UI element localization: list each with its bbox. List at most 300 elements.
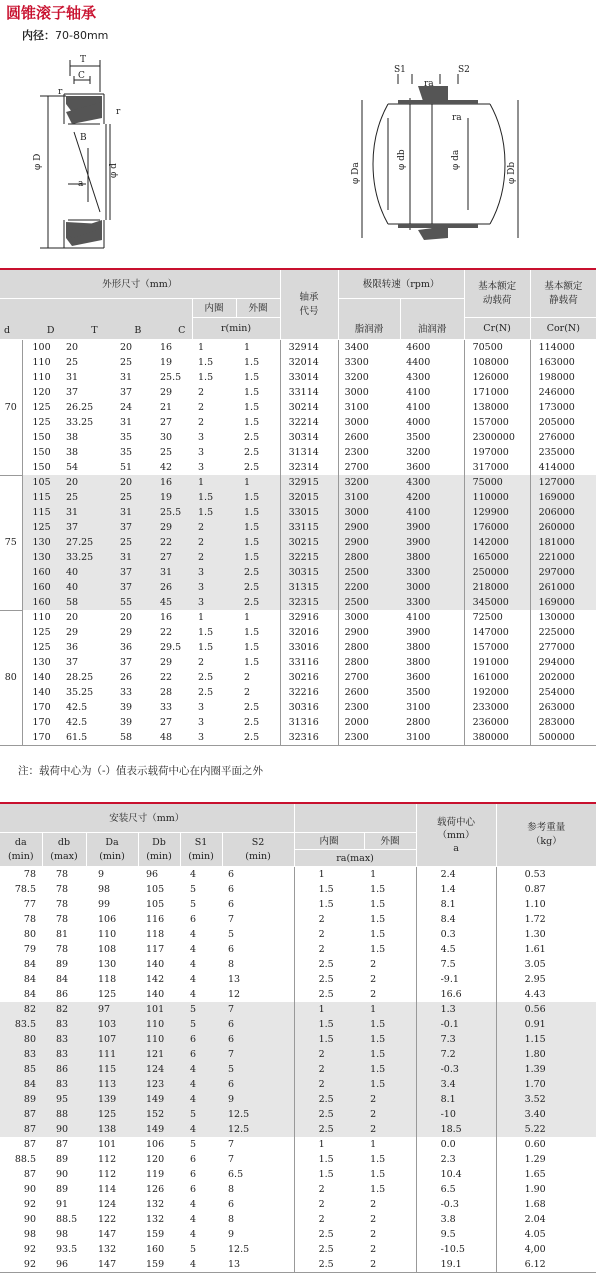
table-cell: 9.5 <box>416 1227 496 1242</box>
table-cell: 2500 <box>338 565 400 580</box>
table-cell: 2 <box>236 685 280 700</box>
table-cell: 2300 <box>338 445 400 460</box>
table-cell: 2 <box>236 670 280 685</box>
table-cell: 276000 <box>530 430 596 445</box>
t1-head-grease-text: 脂润滑 <box>354 323 384 335</box>
label-S1: S1 <box>394 65 406 75</box>
table-cell: 2900 <box>338 625 400 640</box>
table-cell: 2.5 <box>236 445 280 460</box>
table-cell: 2000 <box>338 715 400 730</box>
table-row <box>0 670 596 685</box>
t2-head-w-line1: 参考重量 <box>527 822 566 833</box>
table-row <box>0 505 596 520</box>
table-cell: 30316 <box>280 700 338 715</box>
table-cell: 32015 <box>280 490 338 505</box>
t2-head-install: 安装尺寸（mm） <box>0 803 294 833</box>
table-cell: 78 <box>0 912 42 927</box>
table-cell: 3300 <box>400 595 464 610</box>
table-cell: 1.5 <box>294 882 364 897</box>
table-cell: 25 <box>60 355 112 370</box>
table-cell: 5 <box>180 882 222 897</box>
table-cell: 132 <box>138 1197 180 1212</box>
table-cell: 8.1 <box>416 897 496 912</box>
table-cell: 2800 <box>338 655 400 670</box>
t2-head-da <box>0 833 42 867</box>
table-cell: 125 <box>86 987 138 1002</box>
table-cell: 100 <box>22 340 60 356</box>
table-cell: 3.05 <box>496 957 596 972</box>
table-cell: 101 <box>138 1002 180 1017</box>
table-row <box>0 610 596 625</box>
table-cell: 3100 <box>400 700 464 715</box>
table-cell: 6 <box>180 1032 222 1047</box>
table-cell: 40 <box>60 565 112 580</box>
table-cell: 233000 <box>464 700 530 715</box>
table-cell: 103 <box>86 1017 138 1032</box>
table-cell: 1.70 <box>496 1077 596 1092</box>
table-cell: 1 <box>294 1137 364 1152</box>
table-cell: 147 <box>86 1227 138 1242</box>
table-cell: 206000 <box>530 505 596 520</box>
table-cell: 3 <box>192 595 236 610</box>
table-cell: 33 <box>154 700 192 715</box>
table-cell: 160 <box>138 1242 180 1257</box>
table-cell: 32014 <box>280 355 338 370</box>
table-cell: 277000 <box>530 640 596 655</box>
table-cell: 3500 <box>400 430 464 445</box>
table-cell: 1.5 <box>192 355 236 370</box>
table-cell: 37 <box>112 520 154 535</box>
table-cell: 37 <box>112 565 154 580</box>
table-cell: 1.5 <box>236 370 280 385</box>
table-cell: 1.5 <box>364 1062 416 1077</box>
table-cell: 119 <box>138 1167 180 1182</box>
table-row <box>0 415 596 430</box>
table-row <box>0 475 596 490</box>
t1-head-grease <box>338 299 400 340</box>
table-cell: 380000 <box>464 730 530 746</box>
table-cell: 2 <box>294 1047 364 1062</box>
t1-head-shape-dims: 外形尺寸（mm） <box>0 269 280 299</box>
table-row <box>0 625 596 640</box>
table-cell: 171000 <box>464 385 530 400</box>
table-cell: 2800 <box>400 715 464 730</box>
table-cell: 35 <box>112 445 154 460</box>
table-cell: 3.4 <box>416 1077 496 1092</box>
table-cell: 26 <box>112 670 154 685</box>
table-cell: 118 <box>86 972 138 987</box>
table-cell: 3 <box>192 700 236 715</box>
table-cell: 2 <box>192 655 236 670</box>
t2-head-Db <box>138 833 180 867</box>
table-cell: 2 <box>294 1197 364 1212</box>
table-cell: 5 <box>180 1017 222 1032</box>
table-cell: 4400 <box>400 355 464 370</box>
table-cell: 125 <box>22 415 60 430</box>
label-phi-Da: φ Da <box>351 162 361 184</box>
table2-header <box>0 803 596 867</box>
t1-head-cr: Cr(N) <box>464 318 530 340</box>
label-B: B <box>80 133 87 143</box>
table-cell: 70500 <box>464 340 530 356</box>
table-cell: 4 <box>180 957 222 972</box>
table-cell: 3600 <box>400 670 464 685</box>
table-cell: 130 <box>22 535 60 550</box>
table-cell: 2800 <box>338 640 400 655</box>
table-cell: 2.3 <box>416 1152 496 1167</box>
table-cell: 1.72 <box>496 912 596 927</box>
table-cell: 1.5 <box>364 882 416 897</box>
table-cell: 25.5 <box>154 370 192 385</box>
table-cell: 5 <box>180 1002 222 1017</box>
table-cell: 31 <box>154 565 192 580</box>
table-cell: 3300 <box>400 565 464 580</box>
table-cell: 2300000 <box>464 430 530 445</box>
table-cell: 25 <box>154 445 192 460</box>
table-cell: 21 <box>154 400 192 415</box>
table-cell: 25.5 <box>154 505 192 520</box>
table-cell: 192000 <box>464 685 530 700</box>
table-cell: 51 <box>112 460 154 475</box>
table-cell: 9 <box>222 1227 294 1242</box>
table-cell: 24 <box>112 400 154 415</box>
table-cell: 170 <box>22 715 60 730</box>
table-cell: 1.5 <box>236 520 280 535</box>
table-cell: 88.5 <box>0 1152 42 1167</box>
table-cell: 1.5 <box>236 550 280 565</box>
subtitle-value: 70-80mm <box>55 29 109 42</box>
t2-head-load-center <box>416 803 496 867</box>
table-cell: 3500 <box>400 685 464 700</box>
table-cell: 149 <box>138 1122 180 1137</box>
table-row <box>0 355 596 370</box>
table1-body <box>0 340 596 746</box>
table-cell: 29 <box>154 655 192 670</box>
table-cell: 1.5 <box>364 1182 416 1197</box>
table-cell: 6 <box>180 1047 222 1062</box>
table-cell: 78 <box>0 867 42 883</box>
table-cell: 1.15 <box>496 1032 596 1047</box>
table-cell: 2 <box>364 972 416 987</box>
table-cell: 27.25 <box>60 535 112 550</box>
table-cell: 6 <box>222 1077 294 1092</box>
table-row <box>0 882 596 897</box>
table-cell: 1.5 <box>294 1167 364 1182</box>
table-cell: 1.90 <box>496 1182 596 1197</box>
table-cell: 150 <box>22 460 60 475</box>
table-cell: 159 <box>138 1257 180 1273</box>
table-cell: 254000 <box>530 685 596 700</box>
t2-head-da-l2: (min) <box>7 850 34 862</box>
table-cell: 105 <box>138 882 180 897</box>
table-cell: 126000 <box>464 370 530 385</box>
table-cell: 38 <box>60 445 112 460</box>
table-cell: 28 <box>154 685 192 700</box>
subtitle <box>22 27 108 43</box>
table-cell: 1 <box>236 610 280 625</box>
label-r-top: r <box>58 87 63 97</box>
table-cell: 8 <box>222 1182 294 1197</box>
table-cell: 149 <box>138 1092 180 1107</box>
table-cell: 26.25 <box>60 400 112 415</box>
table-row <box>0 520 596 535</box>
table-cell: 2200 <box>338 580 400 595</box>
table-cell: 98 <box>0 1227 42 1242</box>
table-cell: 0.91 <box>496 1017 596 1032</box>
table-cell: 6 <box>222 1032 294 1047</box>
table-cell: 1.5 <box>236 400 280 415</box>
table-row <box>0 1167 596 1182</box>
table-cell: 113 <box>86 1077 138 1092</box>
table-cell: 5 <box>222 927 294 942</box>
t1-head-outer: 外圈 <box>236 299 280 318</box>
label-T: T <box>80 55 87 65</box>
table-cell: 246000 <box>530 385 596 400</box>
table-cell: 112 <box>86 1152 138 1167</box>
table-cell: 3.8 <box>416 1212 496 1227</box>
table-cell: 91 <box>42 1197 86 1212</box>
table-cell: 110 <box>86 927 138 942</box>
table-cell: 3200 <box>338 475 400 490</box>
table-cell: 19 <box>154 490 192 505</box>
table-row <box>0 370 596 385</box>
table-cell: 7.3 <box>416 1032 496 1047</box>
table-cell: 125 <box>22 400 60 415</box>
table-cell: 16 <box>154 610 192 625</box>
table-cell: 1 <box>236 340 280 356</box>
table-cell: 0.87 <box>496 882 596 897</box>
table-cell: 2.5 <box>192 670 236 685</box>
table-cell: 22 <box>154 625 192 640</box>
table-cell: 121 <box>138 1047 180 1062</box>
table-cell: 7 <box>222 1152 294 1167</box>
table-cell: 28.25 <box>60 670 112 685</box>
label-r-right: r <box>116 107 121 117</box>
table-cell: 77 <box>0 897 42 912</box>
table-cell: 32214 <box>280 415 338 430</box>
bearing-dimensions-table <box>0 268 596 746</box>
t2-head-lc-line1: 载荷中心 <box>437 816 476 828</box>
table-cell: 6.5 <box>416 1182 496 1197</box>
table-row <box>0 340 596 356</box>
table-cell: 1.5 <box>364 897 416 912</box>
table-cell: 1.5 <box>192 490 236 505</box>
table-cell: 33014 <box>280 370 338 385</box>
table-cell: 4 <box>180 867 222 883</box>
table-cell: 1.5 <box>294 1152 364 1167</box>
table-cell: 4300 <box>400 475 464 490</box>
table-cell: 147 <box>86 1257 138 1273</box>
table-cell: 1.39 <box>496 1062 596 1077</box>
table-cell: 124 <box>138 1062 180 1077</box>
table-row <box>0 957 596 972</box>
table-cell: 126 <box>138 1182 180 1197</box>
table-row <box>0 445 596 460</box>
table-cell: 2 <box>364 1122 416 1137</box>
table-cell: 1.5 <box>236 640 280 655</box>
table-row <box>0 927 596 942</box>
table-cell: 2 <box>294 1062 364 1077</box>
table-cell: 1.5 <box>364 1167 416 1182</box>
table-cell: 40 <box>60 580 112 595</box>
table-cell: 2.04 <box>496 1212 596 1227</box>
table-cell: 96 <box>42 1257 86 1273</box>
table-cell: 78 <box>42 912 86 927</box>
table-cell: 147000 <box>464 625 530 640</box>
table-row <box>0 1257 596 1273</box>
table-cell: 132 <box>86 1242 138 1257</box>
table-cell: 90 <box>0 1182 42 1197</box>
table-cell: 2700 <box>338 460 400 475</box>
table-cell: -0.1 <box>416 1017 496 1032</box>
t2-head-weight <box>496 803 596 867</box>
bore-d-cell: 75 <box>0 475 22 610</box>
table-cell: 125 <box>86 1107 138 1122</box>
table-cell: 2.5 <box>236 460 280 475</box>
table-cell: 88 <box>42 1107 86 1122</box>
table-cell: 8.4 <box>416 912 496 927</box>
t2-head-outer: 外圈 <box>364 833 416 850</box>
table-cell: 1.5 <box>294 897 364 912</box>
label-S2: S2 <box>458 65 470 75</box>
table-row <box>0 715 596 730</box>
table-cell: 2 <box>364 1257 416 1273</box>
table-cell: 80 <box>0 1032 42 1047</box>
table-cell: 2700 <box>338 670 400 685</box>
table-cell: 176000 <box>464 520 530 535</box>
table-cell: 42.5 <box>60 700 112 715</box>
table-cell: 8.1 <box>416 1092 496 1107</box>
table-cell: 125 <box>22 640 60 655</box>
table-cell: 89 <box>42 1182 86 1197</box>
table-cell: 87 <box>0 1167 42 1182</box>
table-cell: 160 <box>22 595 60 610</box>
table-cell: 1.5 <box>364 912 416 927</box>
t1-head-oil <box>400 299 464 340</box>
table-cell: 110 <box>138 1032 180 1047</box>
table-cell: 127000 <box>530 475 596 490</box>
t1-head-dyn-line1: 基本额定 <box>478 280 517 292</box>
table-cell: 9 <box>86 867 138 883</box>
table-cell: 2.5 <box>236 595 280 610</box>
table-cell: 36 <box>112 640 154 655</box>
t2-head-Db-l2: (min) <box>146 850 172 862</box>
table-cell: 2.5 <box>294 1242 364 1257</box>
table-cell: 27 <box>154 550 192 565</box>
table-cell: 160 <box>22 565 60 580</box>
table-cell: 78 <box>42 942 86 957</box>
table-cell: 4 <box>180 1092 222 1107</box>
table-cell: 2.5 <box>294 1122 364 1137</box>
t2-head-Da-l1: Da <box>105 836 119 848</box>
table-cell: 1.5 <box>364 1047 416 1062</box>
t1-head-inner: 内圈 <box>192 299 236 318</box>
table-cell: 83.5 <box>0 1017 42 1032</box>
table-row <box>0 1002 596 1017</box>
table-cell: 12 <box>222 987 294 1002</box>
table-cell: 84 <box>0 1077 42 1092</box>
table-cell: 2 <box>364 1107 416 1122</box>
table-row <box>0 1092 596 1107</box>
table-cell: 3900 <box>400 535 464 550</box>
table-cell: 3.40 <box>496 1107 596 1122</box>
table-cell: 221000 <box>530 550 596 565</box>
t2-head-ra-blank <box>294 803 416 833</box>
table-cell: 124 <box>86 1197 138 1212</box>
table-cell: 88.5 <box>42 1212 86 1227</box>
table-cell: 4 <box>180 927 222 942</box>
table-cell: 140 <box>22 670 60 685</box>
table-cell: 106 <box>138 1137 180 1152</box>
table-cell: 32215 <box>280 550 338 565</box>
table-cell: 0.3 <box>416 927 496 942</box>
table-cell: 20 <box>112 475 154 490</box>
table-cell: 1.5 <box>236 385 280 400</box>
table-cell: 20 <box>112 610 154 625</box>
table-cell: 2.5 <box>294 972 364 987</box>
table-cell: 3 <box>192 565 236 580</box>
table-cell: 32315 <box>280 595 338 610</box>
table-cell: 29.5 <box>154 640 192 655</box>
page-title: 圆锥滚子轴承 <box>6 4 97 22</box>
table-cell: 163000 <box>530 355 596 370</box>
table-cell: 3 <box>192 430 236 445</box>
table-cell: 1.5 <box>364 1032 416 1047</box>
table-cell: 55 <box>112 595 154 610</box>
table-cell: 4200 <box>400 490 464 505</box>
table-cell: 115 <box>22 505 60 520</box>
table-cell: 261000 <box>530 580 596 595</box>
table-cell: 83 <box>42 1077 86 1092</box>
table-cell: 12.5 <box>222 1122 294 1137</box>
table-cell: 6.12 <box>496 1257 596 1273</box>
table-cell: 2900 <box>338 535 400 550</box>
table-cell: 58 <box>112 730 154 746</box>
table-cell: 31316 <box>280 715 338 730</box>
table-cell: 6 <box>222 867 294 883</box>
table-cell: 115 <box>86 1062 138 1077</box>
table-cell: 92 <box>0 1242 42 1257</box>
table-cell: 1.5 <box>192 640 236 655</box>
label-ra-right: ra <box>452 113 462 123</box>
table-cell: 25 <box>112 535 154 550</box>
table-cell: 3000 <box>400 580 464 595</box>
table-cell: 87 <box>42 1137 86 1152</box>
table-row <box>0 1017 596 1032</box>
table-cell: 157000 <box>464 415 530 430</box>
table-cell: 317000 <box>464 460 530 475</box>
table-cell: 31 <box>112 370 154 385</box>
table-row <box>0 535 596 550</box>
table-cell: 1.4 <box>416 882 496 897</box>
table-cell: 1.80 <box>496 1047 596 1062</box>
table-cell: 2.5 <box>236 700 280 715</box>
table-row <box>0 1227 596 1242</box>
table-cell: 99 <box>86 897 138 912</box>
table-row <box>0 1182 596 1197</box>
table-cell: 4.05 <box>496 1227 596 1242</box>
table-cell: 4000 <box>400 415 464 430</box>
table-cell: 157000 <box>464 640 530 655</box>
table-row <box>0 1047 596 1062</box>
table-cell: 96 <box>138 867 180 883</box>
table-cell: 1.5 <box>364 1077 416 1092</box>
table-cell: 6 <box>222 882 294 897</box>
table-cell: 90 <box>42 1167 86 1182</box>
table-row <box>0 1062 596 1077</box>
table-cell: 4 <box>180 1227 222 1242</box>
table-cell: 33.25 <box>60 415 112 430</box>
